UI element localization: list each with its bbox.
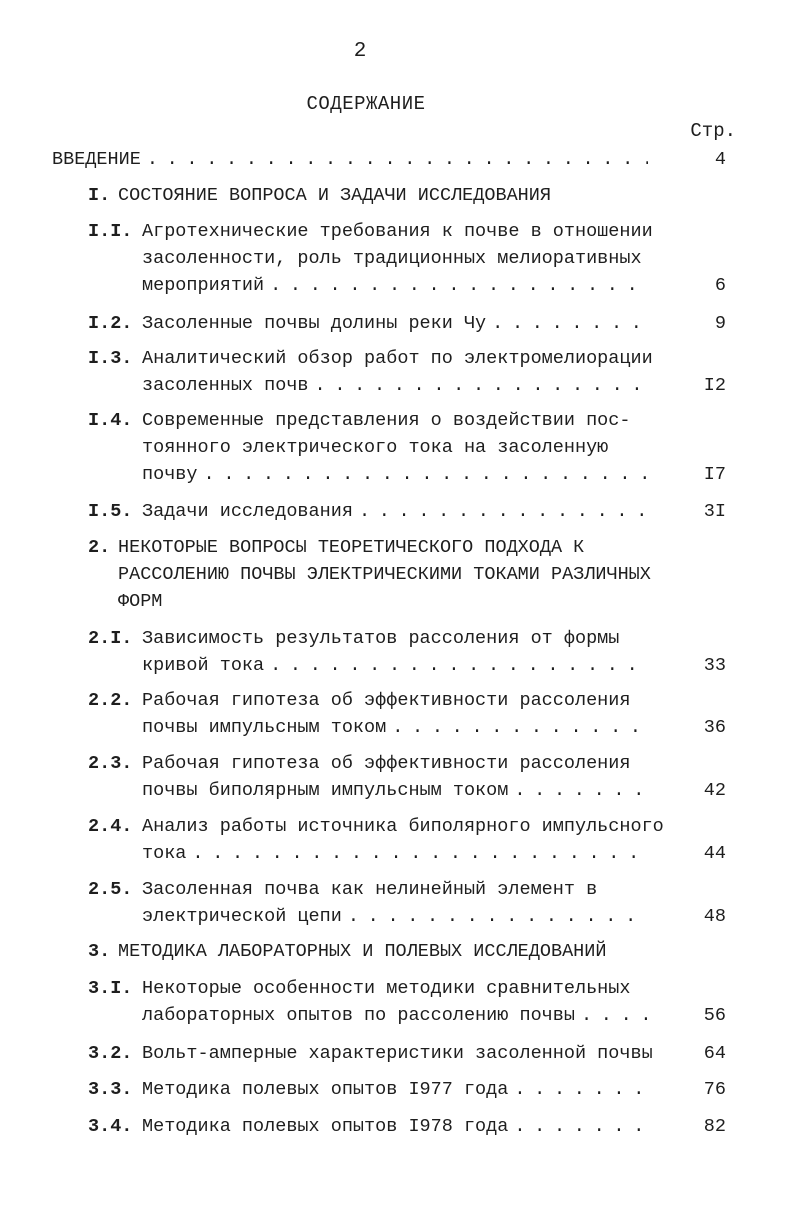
toc-entry-number: 2.I. xyxy=(88,628,133,649)
dot-leader xyxy=(492,310,648,337)
toc-entry xyxy=(0,345,796,399)
toc-entry xyxy=(0,813,796,867)
toc-entry-text: Агротехнические требования к почве в отношении xyxy=(142,221,653,242)
toc-entry-number: 2.3. xyxy=(88,753,133,774)
toc-entry-number: 3.2. xyxy=(88,1043,133,1064)
toc-entry xyxy=(0,146,796,173)
toc-entry-page: 3I xyxy=(703,501,726,522)
toc-entry-text: почву xyxy=(142,464,198,485)
toc-entry xyxy=(0,1040,796,1067)
toc-entry xyxy=(0,534,796,615)
toc-entry xyxy=(0,1113,796,1140)
toc-entry xyxy=(0,938,796,965)
toc-entry xyxy=(0,407,796,488)
toc-entry-text: Засоленные почвы долины реки Чу xyxy=(142,313,487,334)
toc-entry-page: 56 xyxy=(703,1005,726,1026)
toc-entry-page: I7 xyxy=(703,464,726,485)
toc-entry-text: засоленных почв xyxy=(142,375,309,396)
toc-entry-text: засоленности, роль традиционных мелиоративных xyxy=(142,248,642,269)
toc-entry-page: 76 xyxy=(703,1079,726,1100)
dot-leader xyxy=(192,840,648,867)
toc-entry-page: 4 xyxy=(714,149,726,170)
toc-entry-text: почвы импульсным током xyxy=(142,717,387,738)
toc-entry-text: Современные представления о воздействии пос- xyxy=(142,410,631,431)
toc-entry xyxy=(0,498,796,525)
toc-entry-number: I.3. xyxy=(88,348,133,369)
dot-leader xyxy=(359,498,648,525)
toc-entry-text: кривой тока xyxy=(142,655,265,676)
toc-entry-number: I.I. xyxy=(88,221,133,242)
toc-entry-number: 2. xyxy=(88,537,111,558)
toc-entry-text: Засоленная почва как нелинейный элемент в xyxy=(142,879,598,900)
page-number: 2 xyxy=(353,40,367,63)
toc-entry-text: тоянного электрического тока на засоленную xyxy=(142,437,609,458)
dot-leader xyxy=(514,1113,648,1140)
toc-title: СОДЕРЖАНИЕ xyxy=(306,93,426,115)
toc-entry xyxy=(0,876,796,930)
toc-entry xyxy=(0,687,796,741)
toc-entry xyxy=(0,975,796,1029)
dot-leader xyxy=(147,146,648,173)
toc-entry-number: I.4. xyxy=(88,410,133,431)
toc-entry-number: 2.2. xyxy=(88,690,133,711)
toc-entry-page: I2 xyxy=(703,375,726,396)
toc-entry-text: Рабочая гипотеза об эффективности рассоления xyxy=(142,753,631,774)
dot-leader xyxy=(270,652,648,679)
toc-entry xyxy=(0,625,796,679)
toc-entry-text: МЕТОДИКА ЛАБОРАТОРНЫХ И ПОЛЕВЫХ ИССЛЕДОВАНИЙ xyxy=(118,941,607,962)
toc-entry-text: НЕКОТОРЫЕ ВОПРОСЫ ТЕОРЕТИЧЕСКОГО ПОДХОДА К xyxy=(118,537,585,558)
toc-entry-text: электрической цепи xyxy=(142,906,342,927)
toc-entry-text: Методика полевых опытов I977 года xyxy=(142,1079,509,1100)
toc-entry-text: мероприятий xyxy=(142,275,265,296)
toc-entry-text: СОСТОЯНИЕ ВОПРОСА И ЗАДАЧИ ИССЛЕДОВАНИЯ xyxy=(118,185,551,206)
toc-entry xyxy=(0,750,796,804)
toc-entry-number: I. xyxy=(88,185,111,206)
toc-entry-page: 82 xyxy=(703,1116,726,1137)
toc-entry-text: Аналитический обзор работ по электромелиорации xyxy=(142,348,653,369)
toc-entry-number: I.5. xyxy=(88,501,133,522)
toc-entry xyxy=(0,1076,796,1103)
toc-entry-number: 3.4. xyxy=(88,1116,133,1137)
toc-entry-text: Анализ работы источника биполярного импульсного xyxy=(142,816,664,837)
toc-entry-text: Зависимость результатов рассоления от формы xyxy=(142,628,620,649)
toc-entry-page: 64 xyxy=(703,1043,726,1064)
toc-entry-page: 36 xyxy=(703,717,726,738)
dot-leader xyxy=(514,1076,648,1103)
toc-entry-number: 3.3. xyxy=(88,1079,133,1100)
toc-entry-page: 33 xyxy=(703,655,726,676)
toc-entry-text: Рабочая гипотеза об эффективности рассоления xyxy=(142,690,631,711)
dot-leader xyxy=(392,714,648,741)
toc-entry-text: почвы биполярным импульсным током xyxy=(142,780,509,801)
dot-leader xyxy=(315,372,648,399)
toc-entry xyxy=(0,218,796,299)
toc-entry-page: 6 xyxy=(714,275,726,296)
toc-entry-page: 9 xyxy=(714,313,726,334)
toc-entry-number: 3.I. xyxy=(88,978,133,999)
toc-entry-number: 2.5. xyxy=(88,879,133,900)
dot-leader xyxy=(514,777,648,804)
toc-entry-page: 48 xyxy=(703,906,726,927)
toc-entry-text: Задачи исследования xyxy=(142,501,353,522)
dot-leader xyxy=(348,903,648,930)
toc-entry-page: 42 xyxy=(703,780,726,801)
toc-entry-text: тока xyxy=(142,843,187,864)
toc-entry-number: 3. xyxy=(88,941,111,962)
toc-entry-text: РАССОЛЕНИЮ ПОЧВЫ ЭЛЕКТРИЧЕСКИМИ ТОКАМИ РАЗЛИЧНЫХ xyxy=(118,564,651,585)
toc-entry xyxy=(0,310,796,337)
dot-leader xyxy=(204,461,648,488)
toc-entry-text: Некоторые особенности методики сравнительных xyxy=(142,978,631,999)
toc-entry-text: ФОРМ xyxy=(118,591,163,612)
toc-entry-text: ВВЕДЕНИЕ xyxy=(52,149,141,170)
toc-entry-text: Методика полевых опытов I978 года xyxy=(142,1116,509,1137)
toc-entry-number: I.2. xyxy=(88,313,133,334)
toc-entry-number: 2.4. xyxy=(88,816,133,837)
toc-entry-text: лабораторных опытов по рассолению почвы xyxy=(142,1005,575,1026)
toc-entry-text: Вольт-амперные характеристики засоленной почвы xyxy=(142,1043,653,1064)
dot-leader xyxy=(581,1002,648,1029)
toc-entry-page: 44 xyxy=(703,843,726,864)
toc-entry xyxy=(0,182,796,209)
dot-leader xyxy=(270,272,648,299)
page-column-label: Стр. xyxy=(690,120,736,142)
